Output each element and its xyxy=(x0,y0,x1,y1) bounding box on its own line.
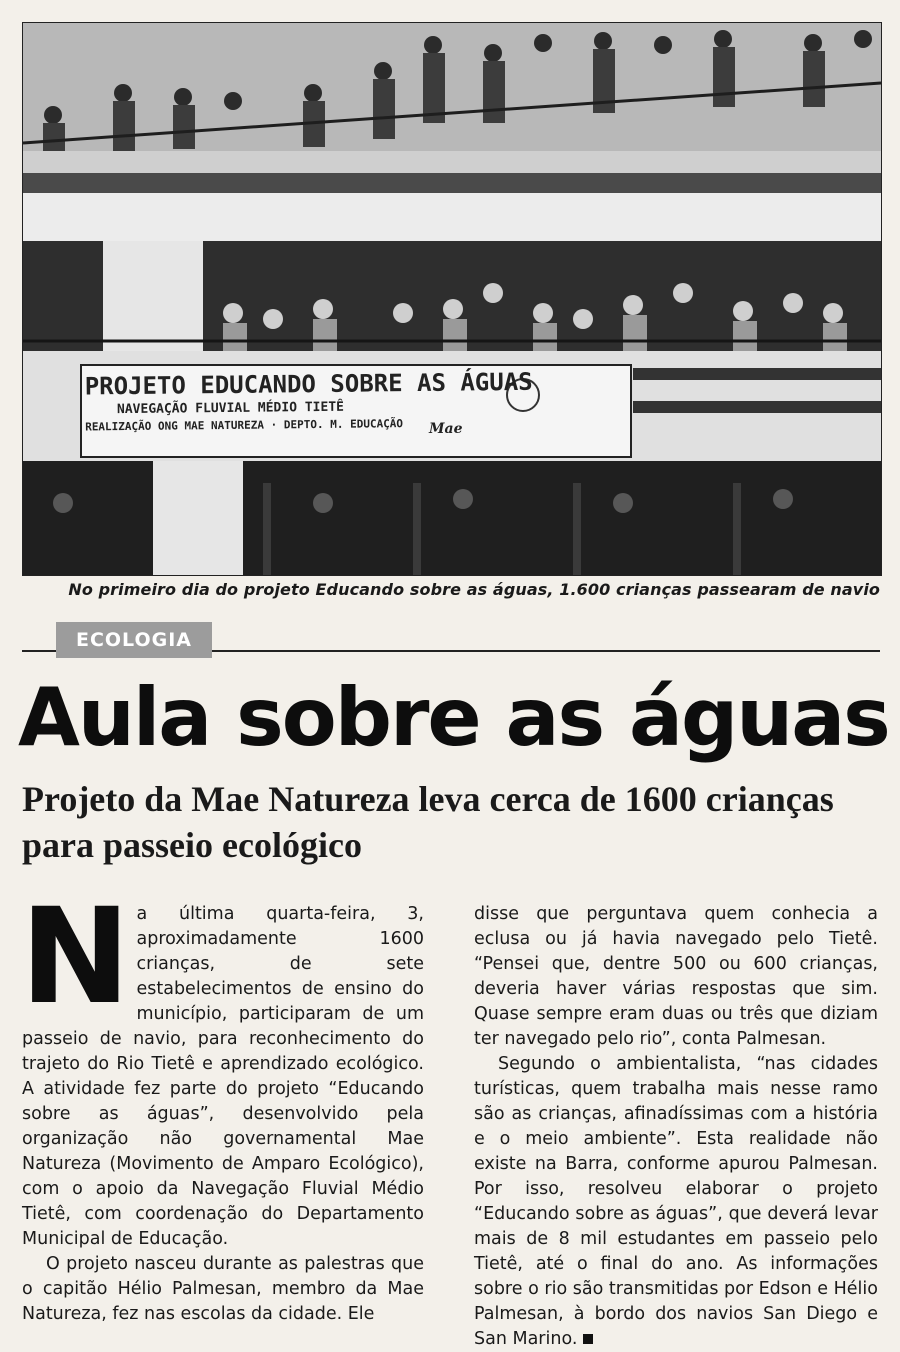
article-column-2 xyxy=(474,902,878,1352)
end-of-article-mark xyxy=(583,1334,593,1344)
article-column-1 xyxy=(20,880,424,1327)
banner-line-2: NAVEGAÇÃO FLUVIAL MÉDIO TIETÊ xyxy=(116,399,345,418)
banner-line-3: REALIZAÇÃO ONG MAE NATUREZA · DEPTO. M. EDUCAÇÃO xyxy=(85,417,404,434)
subheadline: Projeto da Mae Natureza leva cerca de 1600 crianças para passeio ecológico xyxy=(22,779,834,865)
article-paragraph-3: disse que perguntava quem conhecia a eclusa ou já havia navegado pelo Tietê. “Pensei que, dentre 500 ou 600 crianças, deveria haver várias respostas que sim. Quase sempre eram duas ou três que diziam ter navegado pelo rio”, conta Palmesan. xyxy=(474,904,878,1049)
photo-banner xyxy=(85,367,556,456)
article-paragraph-1 xyxy=(20,880,424,1252)
section-tag: ECOLOGIA xyxy=(56,622,212,658)
article-paragraph-2: O projeto nasceu durante as palestras que o capitão Hélio Palmesan, membro da Mae Natureza, fez nas escolas da cidade. Ele xyxy=(22,1254,424,1324)
photo-caption: No primeiro dia do projeto Educando sobre as águas, 1.600 crianças passearam de navio xyxy=(68,580,880,599)
banner-line-1: PROJETO EDUCANDO SOBRE AS ÁGUAS xyxy=(84,367,533,401)
article-paragraph-1-text: a última quarta-feira, 3, aproximadamente 1600 crianças, de sete estabelecimentos de ensino do município, participaram de um passeio de navio, para reconhecimento do trajeto do Rio Tietê e aprendizado ecológico. A atividade fez parte do projeto “Educando sobre as águas”, desenvolvido pela organização não governamental Mae Natureza (Movimento de Amparo Ecológico), com o apoio da Navegação Fluvial Médio Tietê, com coordenação do Departamento Municipal de Educação. xyxy=(22,904,424,1249)
news-photo-boat xyxy=(22,22,882,576)
headline: Aula sobre as águas xyxy=(18,671,889,764)
article-paragraph-4-text: Segundo o ambientalista, “nas cidades turísticas, quem trabalha mais nesse ramo são as crianças, afinadíssimas com a história e o meio ambiente”. Esta realidade não existe na Barra, conforme apurou Palmesan. Por isso, resolveu elaborar o projeto “Educando sobre as águas”, que deverá levar mais de 8 mil estudantes em passeio pelo Tietê, até o final do ano. As informações sobre o rio são transmitidas por Edson e Hélio Palmesan, à bordo dos navios San Diego e San Marino. xyxy=(474,1054,878,1349)
boat-photo-illustration xyxy=(23,23,881,575)
article-paragraph-4 xyxy=(474,1052,878,1352)
banner-logo-mae: Mae xyxy=(429,421,463,437)
drop-cap: N xyxy=(20,880,131,1034)
